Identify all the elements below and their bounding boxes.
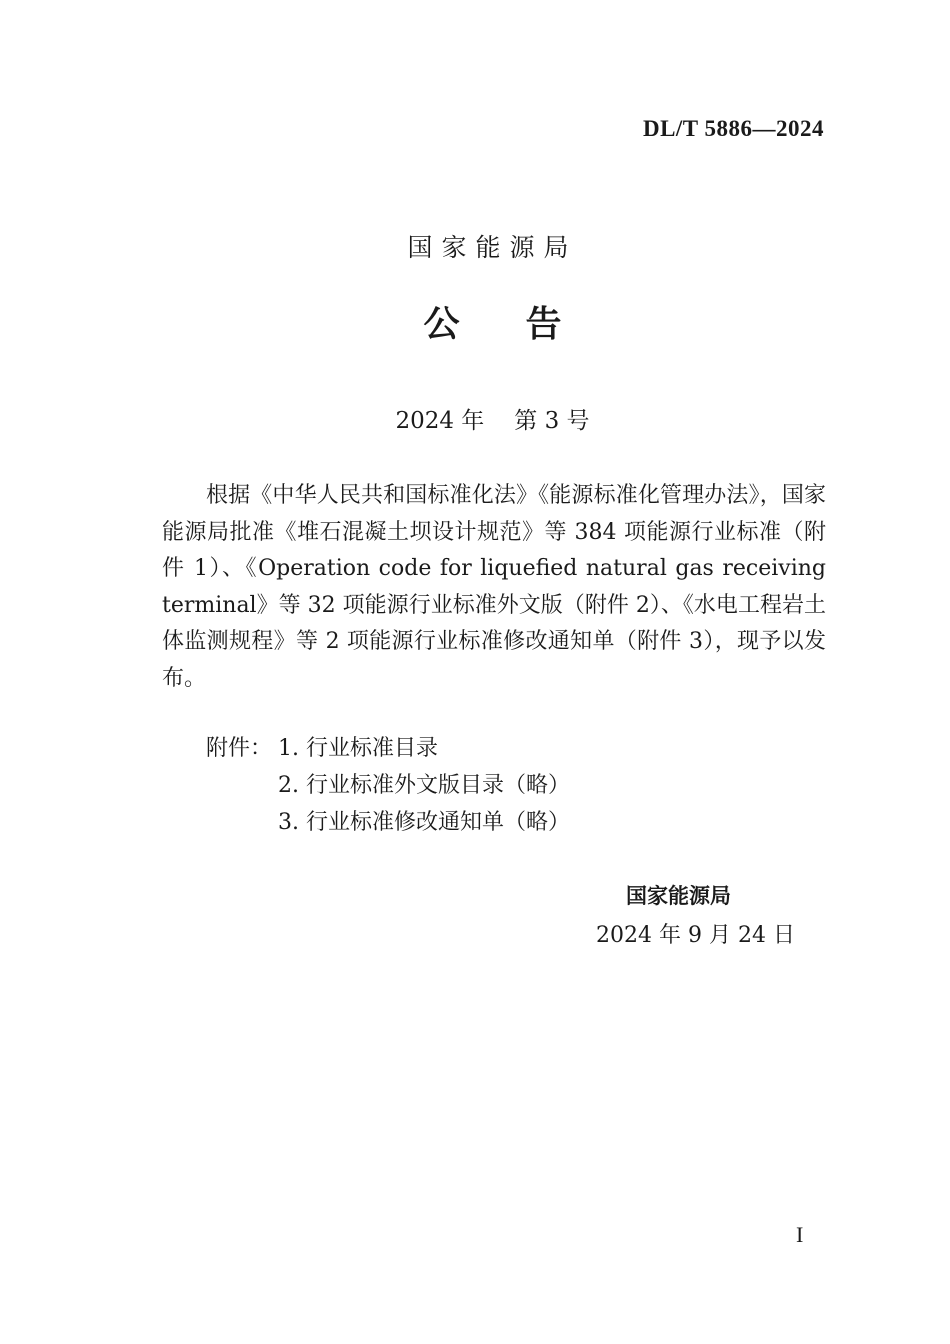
notice-body: 根据《中华人民共和国标准化法》《能源标准化管理办法》，国家能源局批准《堆石混凝土坝设计规范》等 384 项能源行业标准（附件 1）、《Operation code for liquefied natural gas receiving terminal》等 32 项能源行业标准外文版（附件 2）、《水电工程岩土体监测规程》等 2 项能源行业标准修改通知单（附件 3），现予以发布。 <box>162 483 826 691</box>
attachment-item <box>206 730 570 767</box>
page-number: I <box>796 1222 804 1247</box>
attachment-item <box>206 804 570 841</box>
document-year: 2024 年 <box>395 408 485 434</box>
issue-date: 2024 年 9 月 24 日 <box>596 923 795 948</box>
attachment-text: 1. 行业标准目录 <box>278 736 438 761</box>
issuer-heading: 国家能源局 <box>407 233 578 262</box>
attachment-text: 2. 行业标准外文版目录（略） <box>278 773 570 798</box>
signer: 国家能源局 <box>626 884 731 908</box>
attachment-item <box>206 767 570 804</box>
document-type-heading <box>0 296 950 347</box>
attachment-text: 3. 行业标准修改通知单（略） <box>278 810 570 835</box>
document-number <box>0 402 950 435</box>
attachments-label: 附件： <box>206 736 273 761</box>
standard-number: DL/T 5886—2024 <box>642 116 824 141</box>
document-type-char-1: 公 <box>423 304 460 345</box>
attachments-list <box>206 730 570 841</box>
document-type-char-2: 告 <box>525 304 562 345</box>
document-issue: 第 3 号 <box>514 408 590 434</box>
